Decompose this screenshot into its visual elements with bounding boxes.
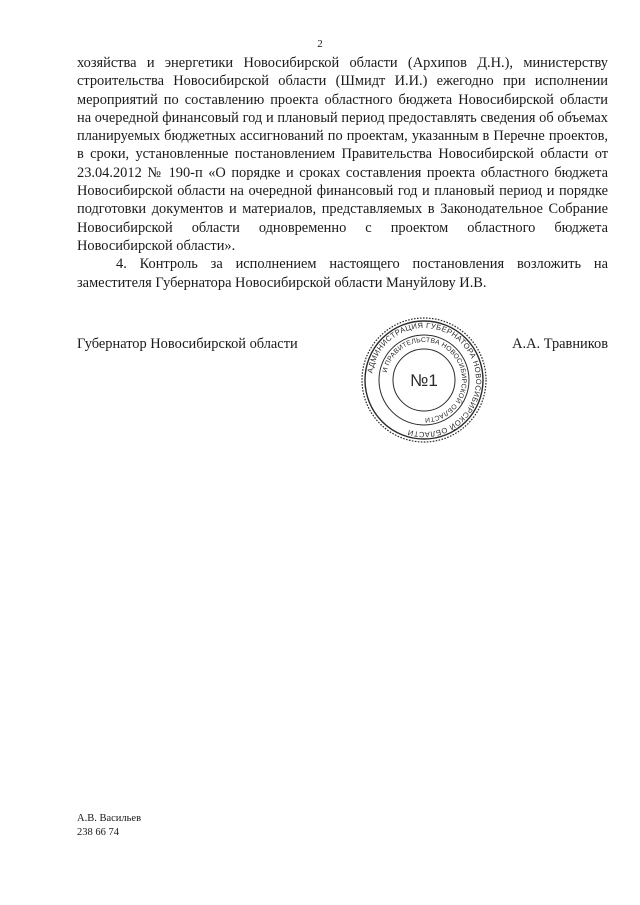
paragraph-control-clause: 4. Контроль за исполнением настоящего постановления возложить на заместителя Губернатора Новосибирской области Мануйлову И.В. — [77, 256, 608, 291]
executor-name: А.В. Васильев — [77, 813, 142, 824]
signer-name: А.А. Травников — [512, 336, 608, 352]
executor-block — [77, 812, 141, 840]
executor-phone: 238 66 74 — [77, 827, 119, 838]
official-seal — [360, 316, 488, 444]
seal-inner-text: И ПРАВИТЕЛЬСТВА НОВОСИБИРСКОЙ ОБЛАСТИ — [381, 336, 468, 424]
signature-block — [77, 336, 608, 356]
signer-title: Губернатор Новосибирской области — [77, 336, 298, 352]
seal-number: №1 — [410, 371, 438, 390]
seal-outer-text: АДМИНИСТРАЦИЯ ГУБЕРНАТОРА НОВОСИБИРСКОЙ ОБЛАСТИ — [365, 320, 484, 440]
document-body — [77, 54, 608, 292]
page-number: 2 — [317, 38, 323, 50]
paragraph-continuation: хозяйства и энергетики Новосибирской области (Архипов Д.Н.), министерству строительства Новосибирской области (Шмидт И.И.) ежегодно при исполнении мероприятий по составлению проекта областного бюджета Новосибирской области на очередной финансовый год и плановый период предоставлять сведения об объемах планируемых бюджетных ассигнований по проектам, указанным в Перечне проектов, в сроки, установленные постановлением Правительства Новосибирской области от 23.04.2012 № 190-п «О порядке и сроках составления проекта областного бюджета Новосибирской области на очередной финансовый год и плановый период и порядке подготовки документов и материалов, представляемых в Законодательное Собрание Новосибирской области одновременно с проектом областного бюджета Новосибирской области». — [77, 55, 608, 254]
